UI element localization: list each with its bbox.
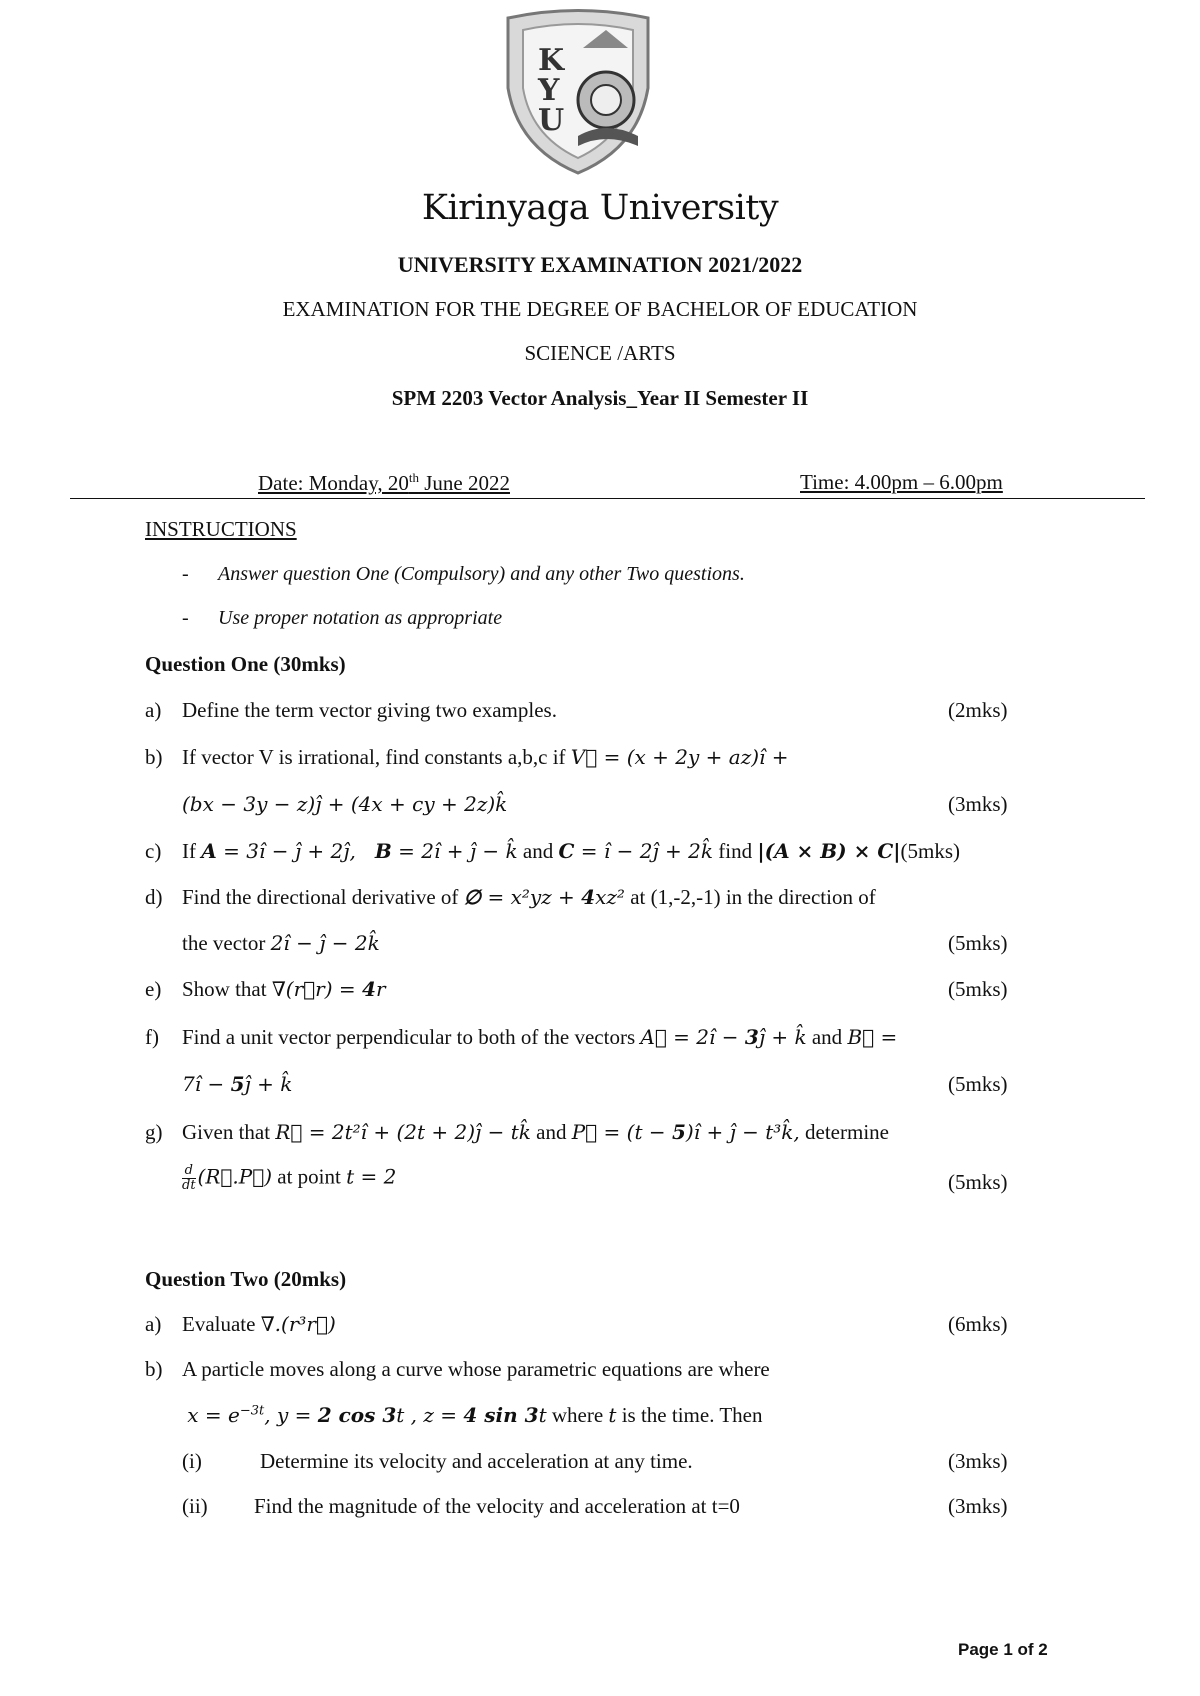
q1-part-c: c) If A = 3î − ĵ + 2ĵ, B = 2î + ĵ − k̂ and C = î − 2ĵ + 2k̂ find |(A × B) × C|(5mks) bbox=[145, 839, 961, 863]
question-one-title: Question One (30mks) bbox=[145, 652, 346, 676]
q1-part-d-cont: the vector 2î − ĵ − 2k̂ bbox=[182, 931, 380, 955]
q1-g-marks: (5mks) bbox=[948, 1170, 1008, 1194]
stream-title: SCIENCE /ARTS bbox=[524, 341, 676, 365]
exam-time: Time: 4.00pm – 6.00pm bbox=[800, 470, 1003, 494]
q1-part-b-cont: (bx − 3y − z)ĵ + (4x + cy + 2z)k̂ bbox=[182, 792, 508, 816]
q2-part-b-ii: (ii) Find the magnitude of the velocity and acceleration at t=0 bbox=[182, 1494, 740, 1518]
header-rule bbox=[70, 498, 1145, 499]
q1-f-marks: (5mks) bbox=[948, 1072, 1008, 1096]
q1-d-marks: (5mks) bbox=[948, 931, 1008, 955]
svg-text:Y: Y bbox=[538, 73, 560, 108]
q2-part-b-cont: $x = e^{-3t}$, y = 2 cos 3t , z = 4 sin 3t where t is the time. Then bbox=[187, 1403, 763, 1427]
instructions-title: INSTRUCTIONS bbox=[145, 517, 297, 541]
question-two-title: Question Two (20mks) bbox=[145, 1267, 347, 1291]
q1-part-f-cont: 7î − 5ĵ + k̂ bbox=[182, 1072, 293, 1096]
q2-ii-marks: (3mks) bbox=[948, 1494, 1008, 1518]
q1-part-d: d) Find the directional derivative of ∅ = x²yz + 4xz² at (1,-2,-1) in the direction of bbox=[145, 885, 876, 909]
exam-date: Date: Monday, 20th June 2022 bbox=[258, 470, 510, 495]
q1-part-a: a) Define the term vector giving two examples. bbox=[145, 698, 557, 722]
q1-part-g-cont: $\frac{d}{dt}$ (R⃗.P⃗) at point t = 2 bbox=[182, 1163, 397, 1193]
q2-a-marks: (6mks) bbox=[948, 1312, 1008, 1336]
q2-part-b: b) A particle moves along a curve whose parametric equations are where bbox=[145, 1357, 770, 1381]
q1-b-marks: (3mks) bbox=[948, 792, 1008, 816]
q1-e-marks: (5mks) bbox=[948, 977, 1008, 1001]
q2-part-b-i: (i) Determine its velocity and acceleration at any time. bbox=[182, 1449, 693, 1473]
q1-a-marks: (2mks) bbox=[948, 698, 1008, 722]
q2-part-a: a) Evaluate ∇.(r³r⃗) bbox=[145, 1312, 336, 1336]
instruction-item: - Use proper notation as appropriate bbox=[182, 607, 503, 629]
instruction-item: - Answer question One (Compulsory) and any other Two questions. bbox=[182, 563, 745, 585]
q2-i-marks: (3mks) bbox=[948, 1449, 1008, 1473]
q1-part-g: g) Given that R⃗ = 2t²î + (2t + 2)ĵ − tk̂ and P⃗ = (t − 5)î + ĵ − t³k̂, determine bbox=[145, 1120, 889, 1144]
degree-title: EXAMINATION FOR THE DEGREE OF BACHELOR OF EDUCATION bbox=[282, 297, 918, 321]
university-logo bbox=[488, 8, 668, 178]
q1-part-e: e) Show that ∇(r⃗r) = 4r bbox=[145, 977, 386, 1001]
course-title: SPM 2203 Vector Analysis_Year II Semester II bbox=[391, 386, 809, 410]
q1-part-f: f) Find a unit vector perpendicular to both of the vectors A⃗ = 2î − 3ĵ + k̂ and B⃗ = bbox=[145, 1025, 898, 1049]
university-name: Kirinyaga University bbox=[421, 188, 779, 228]
q1-part-b: b) If vector V is irrational, find constants a,b,c if V⃗ = (x + 2y + az)î + bbox=[145, 745, 789, 769]
svg-text:K: K bbox=[538, 43, 565, 78]
exam-title: UNIVERSITY EXAMINATION 2021/2022 bbox=[397, 252, 803, 277]
svg-text:U: U bbox=[538, 103, 565, 138]
page-number: Page 1 of 2 bbox=[958, 1640, 1048, 1659]
